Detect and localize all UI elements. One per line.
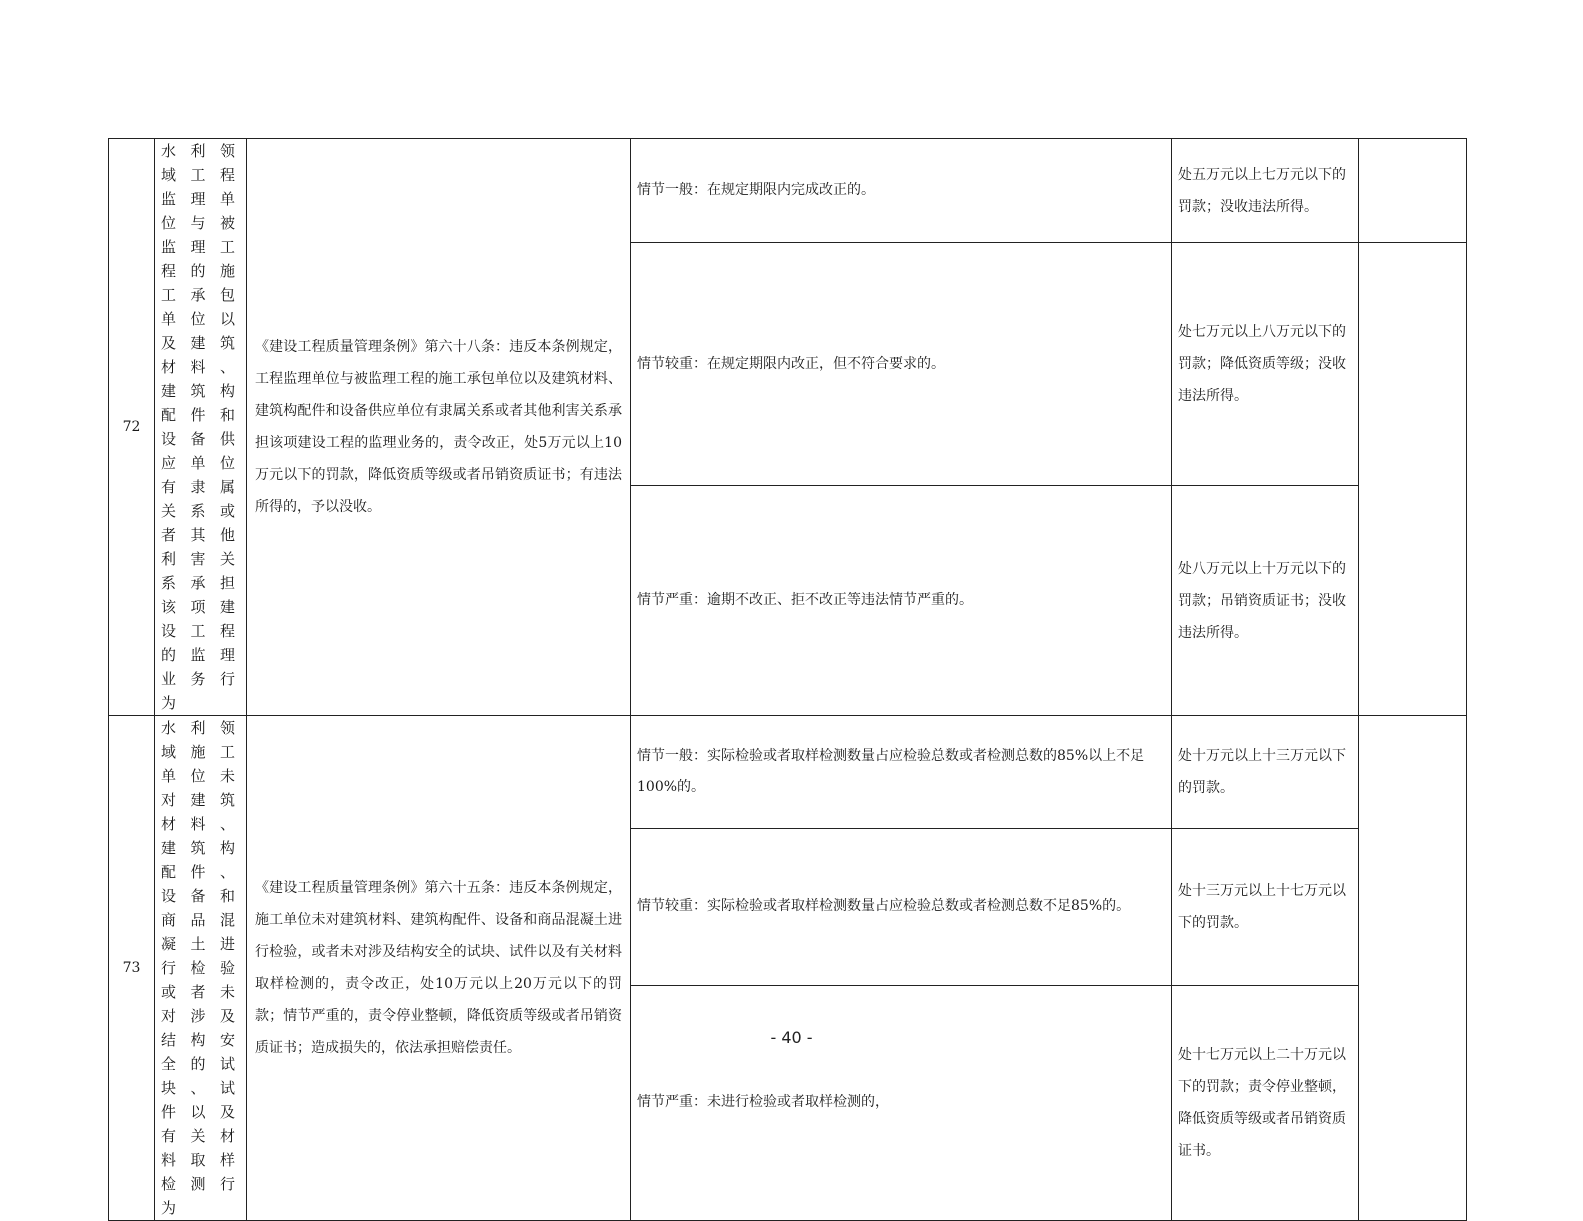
circumstance-cell: 情节较重：实际检验或者取样检测数量占应检验总数或者检测总数不足85%的。 [631, 829, 1172, 985]
remarks-cell [1359, 139, 1467, 243]
circumstance-cell: 情节一般：实际检验或者取样检测数量占应检验总数或者检测总数的85%以上不足100%的。 [631, 716, 1172, 829]
circumstance-cell: 情节严重：未进行检验或者取样检测的， [631, 985, 1172, 1221]
penalty-cell: 处十七万元以上二十万元以下的罚款；责令停业整顿，降低资质等级或者吊销资质证书。 [1172, 985, 1359, 1221]
item-number-cell: 73 [109, 716, 155, 1221]
item-number-cell: 72 [109, 139, 155, 716]
penalty-cell: 处八万元以上十万元以下的罚款；吊销资质证书；没收违法所得。 [1172, 486, 1359, 716]
violation-act-cell: 水利领域施工单位未对建筑材料、建筑构配件、设备和商品混凝土进行检验或者未对涉及结构安全的试块、试件以及有关材料取样检测行为 [155, 716, 247, 1221]
penalty-cell: 处五万元以上七万元以下的罚款；没收违法所得。 [1172, 139, 1359, 243]
circumstance-cell: 情节较重：在规定期限内改正，但不符合要求的。 [631, 243, 1172, 486]
violation-act-cell: 水利领域工程监理单位与被监理工程的施工承包单位以及建筑材料、建筑构配件和设备供应单位有隶属关系或者其他利害关系承担该项建设工程的监理业务行为 [155, 139, 247, 716]
table-row [109, 716, 1467, 829]
circumstance-cell: 情节一般：在规定期限内完成改正的。 [631, 139, 1172, 243]
penalty-cell: 处七万元以上八万元以下的罚款；降低资质等级；没收违法所得。 [1172, 243, 1359, 486]
legal-basis-cell: 《建设工程质量管理条例》第六十八条：违反本条例规定，工程监理单位与被监理工程的施工承包单位以及建筑材料、建筑构配件和设备供应单位有隶属关系或者其他利害关系承担该项建设工程的监理业务的，责令改正，处5万元以上10万元以下的罚款，降低资质等级或者吊销资质证书；有违法所得的，予以没收。 [247, 139, 631, 716]
penalty-cell: 处十三万元以上十七万元以下的罚款。 [1172, 829, 1359, 985]
table-row [109, 139, 1467, 243]
circumstance-cell: 情节严重：逾期不改正、拒不改正等违法情节严重的。 [631, 486, 1172, 716]
penalty-discretion-table [108, 138, 1467, 1221]
legal-basis-cell: 《建设工程质量管理条例》第六十五条：违反本条例规定，施工单位未对建筑材料、建筑构配件、设备和商品混凝土进行检验，或者未对涉及结构安全的试块、试件以及有关材料取样检测的，责令改正，处10万元以上20万元以下的罚款；情节严重的，责令停业整顿，降低资质等级或者吊销资质证书；造成损失的，依法承担赔偿责任。 [247, 716, 631, 1221]
page-number: - 40 - [770, 1028, 813, 1047]
penalty-cell: 处十万元以上十三万元以下的罚款。 [1172, 716, 1359, 829]
remarks-cell [1359, 243, 1467, 716]
remarks-cell [1359, 716, 1467, 1221]
